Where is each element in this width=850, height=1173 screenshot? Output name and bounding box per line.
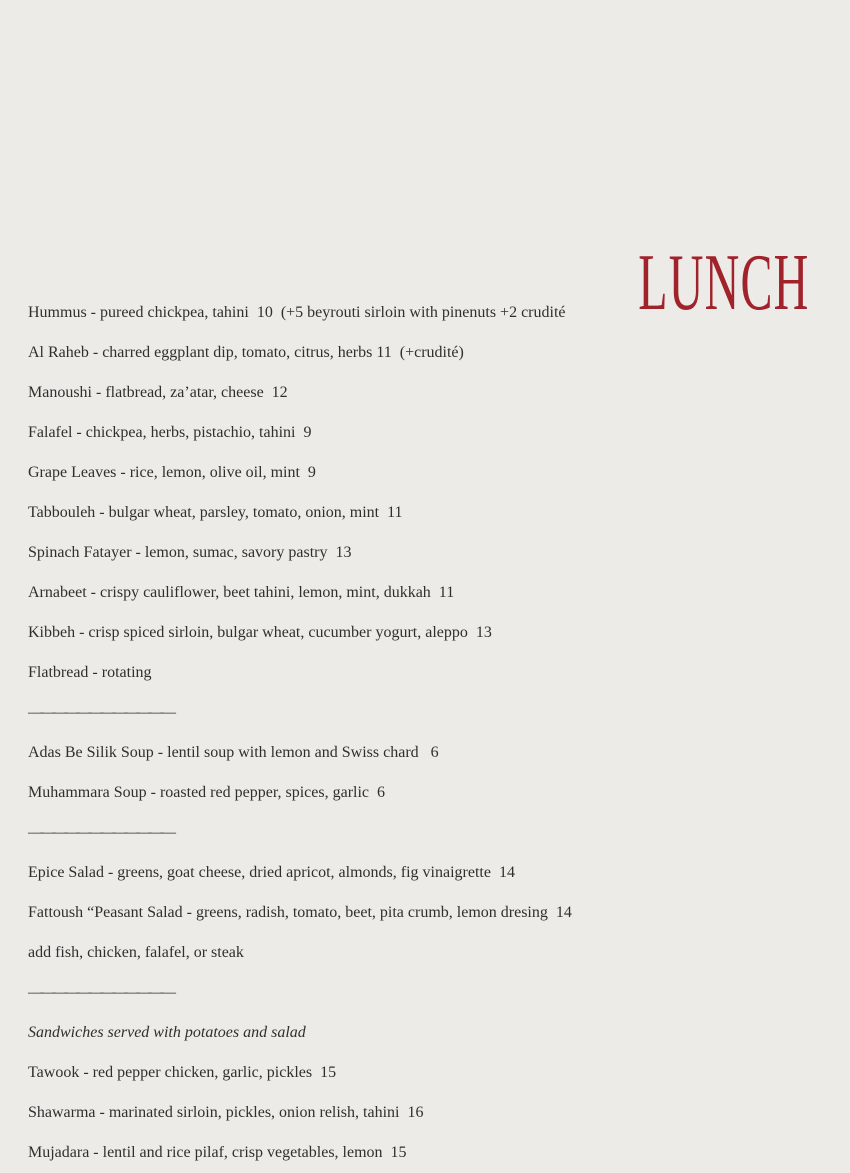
menu-item: Fattoush “Peasant Salad - greens, radish, tomato, beet, pita crumb, lemon dresing 14 <box>28 904 572 921</box>
menu-divider: ———————————— <box>28 704 172 721</box>
menu-item: Hummus - pureed chickpea, tahini 10 (+5 beyrouti sirloin with pinenuts +2 crudité <box>28 304 566 321</box>
menu-item: Arnabeet - crispy cauliflower, beet tahini, lemon, mint, dukkah 11 <box>28 584 455 601</box>
menu-item: Shawarma - marinated sirloin, pickles, onion relish, tahini 16 <box>28 1104 424 1121</box>
menu-item: Adas Be Silik Soup - lentil soup with lemon and Swiss chard 6 <box>28 744 439 761</box>
menu-item: Muhammara Soup - roasted red pepper, spices, garlic 6 <box>28 784 386 801</box>
menu-divider: ———————————— <box>28 984 172 1001</box>
menu-item: Mujadara - lentil and rice pilaf, crisp vegetables, lemon 15 <box>28 1144 407 1161</box>
menu-section-note: Sandwiches served with potatoes and salad <box>28 1024 306 1041</box>
menu-item: Tawook - red pepper chicken, garlic, pickles 15 <box>28 1064 337 1081</box>
menu-item: add fish, chicken, falafel, or steak <box>28 944 244 961</box>
menu-item: Flatbread - rotating <box>28 664 152 681</box>
menu-item: Tabbouleh - bulgar wheat, parsley, tomato, onion, mint 11 <box>28 504 403 521</box>
menu-item: Grape Leaves - rice, lemon, olive oil, mint 9 <box>28 464 316 481</box>
menu-divider: ———————————— <box>28 824 172 841</box>
menu-item: Epice Salad - greens, goat cheese, dried apricot, almonds, fig vinaigrette 14 <box>28 864 515 881</box>
menu-item: Falafel - chickpea, herbs, pistachio, tahini 9 <box>28 424 312 441</box>
menu-item: Al Raheb - charred eggplant dip, tomato, citrus, herbs 11 (+crudité) <box>28 344 464 361</box>
menu-list <box>28 293 850 1173</box>
menu-item: Spinach Fatayer - lemon, sumac, savory pastry 13 <box>28 544 352 561</box>
menu-item: Kibbeh - crisp spiced sirloin, bulgar wheat, cucumber yogurt, aleppo 13 <box>28 624 492 641</box>
menu-item: Manoushi - flatbread, za’atar, cheese 12 <box>28 384 288 401</box>
page-title: LUNCH <box>638 238 810 327</box>
